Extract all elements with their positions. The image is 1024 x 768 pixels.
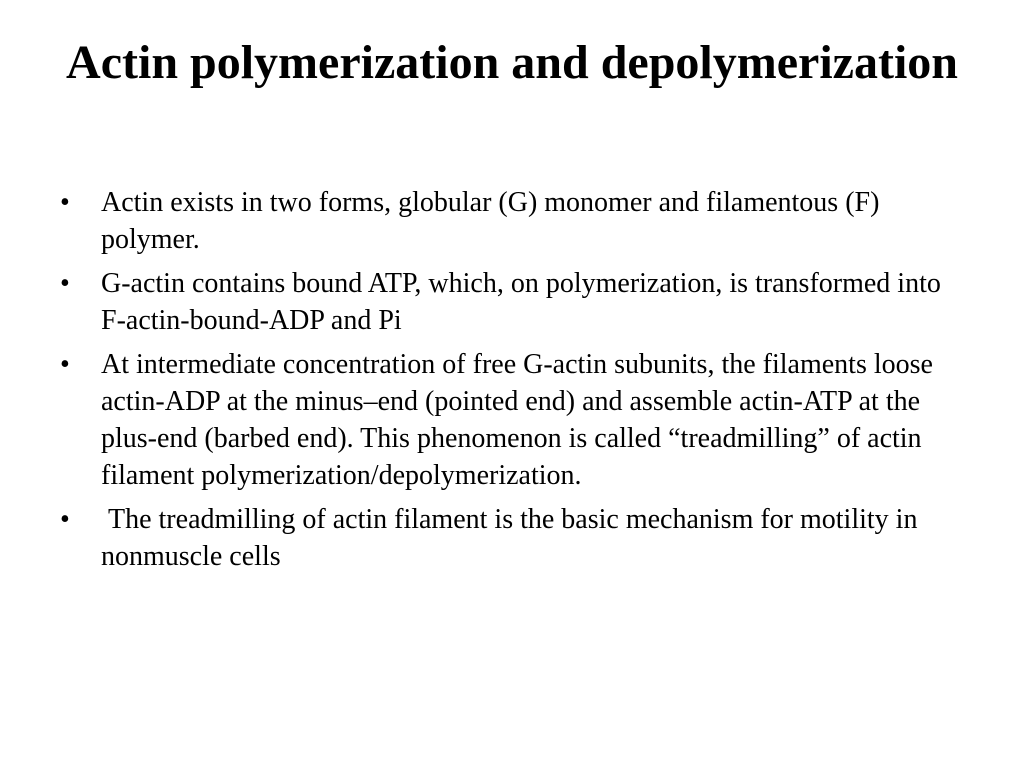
bullet-item — [60, 346, 960, 494]
bullet-item — [60, 265, 960, 339]
bullet-text: At intermediate concentration of free G-actin subunits, the filaments loose actin-ADP at the minus–end (pointed end) and assemble actin-ATP at the plus-end (barbed end). This phenomenon is called “treadmilling” of actin filament polymerization/depolymerization. — [101, 349, 933, 491]
bullet-item — [60, 501, 960, 575]
bullet-icon: • — [60, 268, 70, 299]
bullet-text: The treadmilling of actin filament is the basic mechanism for motility in nonmuscle cells — [101, 504, 925, 572]
bullet-text: G-actin contains bound ATP, which, on polymerization, is transformed into F-actin-bound-ADP and Pi — [101, 268, 941, 336]
bullet-icon: • — [60, 187, 70, 218]
bullet-icon: • — [60, 349, 70, 380]
bullet-icon: • — [60, 504, 70, 535]
slide-title: Actin polymerization and depolymerization — [66, 36, 958, 89]
bullet-text: Actin exists in two forms, globular (G) monomer and filamentous (F) polymer. — [101, 187, 880, 255]
bullet-item — [60, 184, 960, 258]
bullet-list — [60, 184, 960, 582]
